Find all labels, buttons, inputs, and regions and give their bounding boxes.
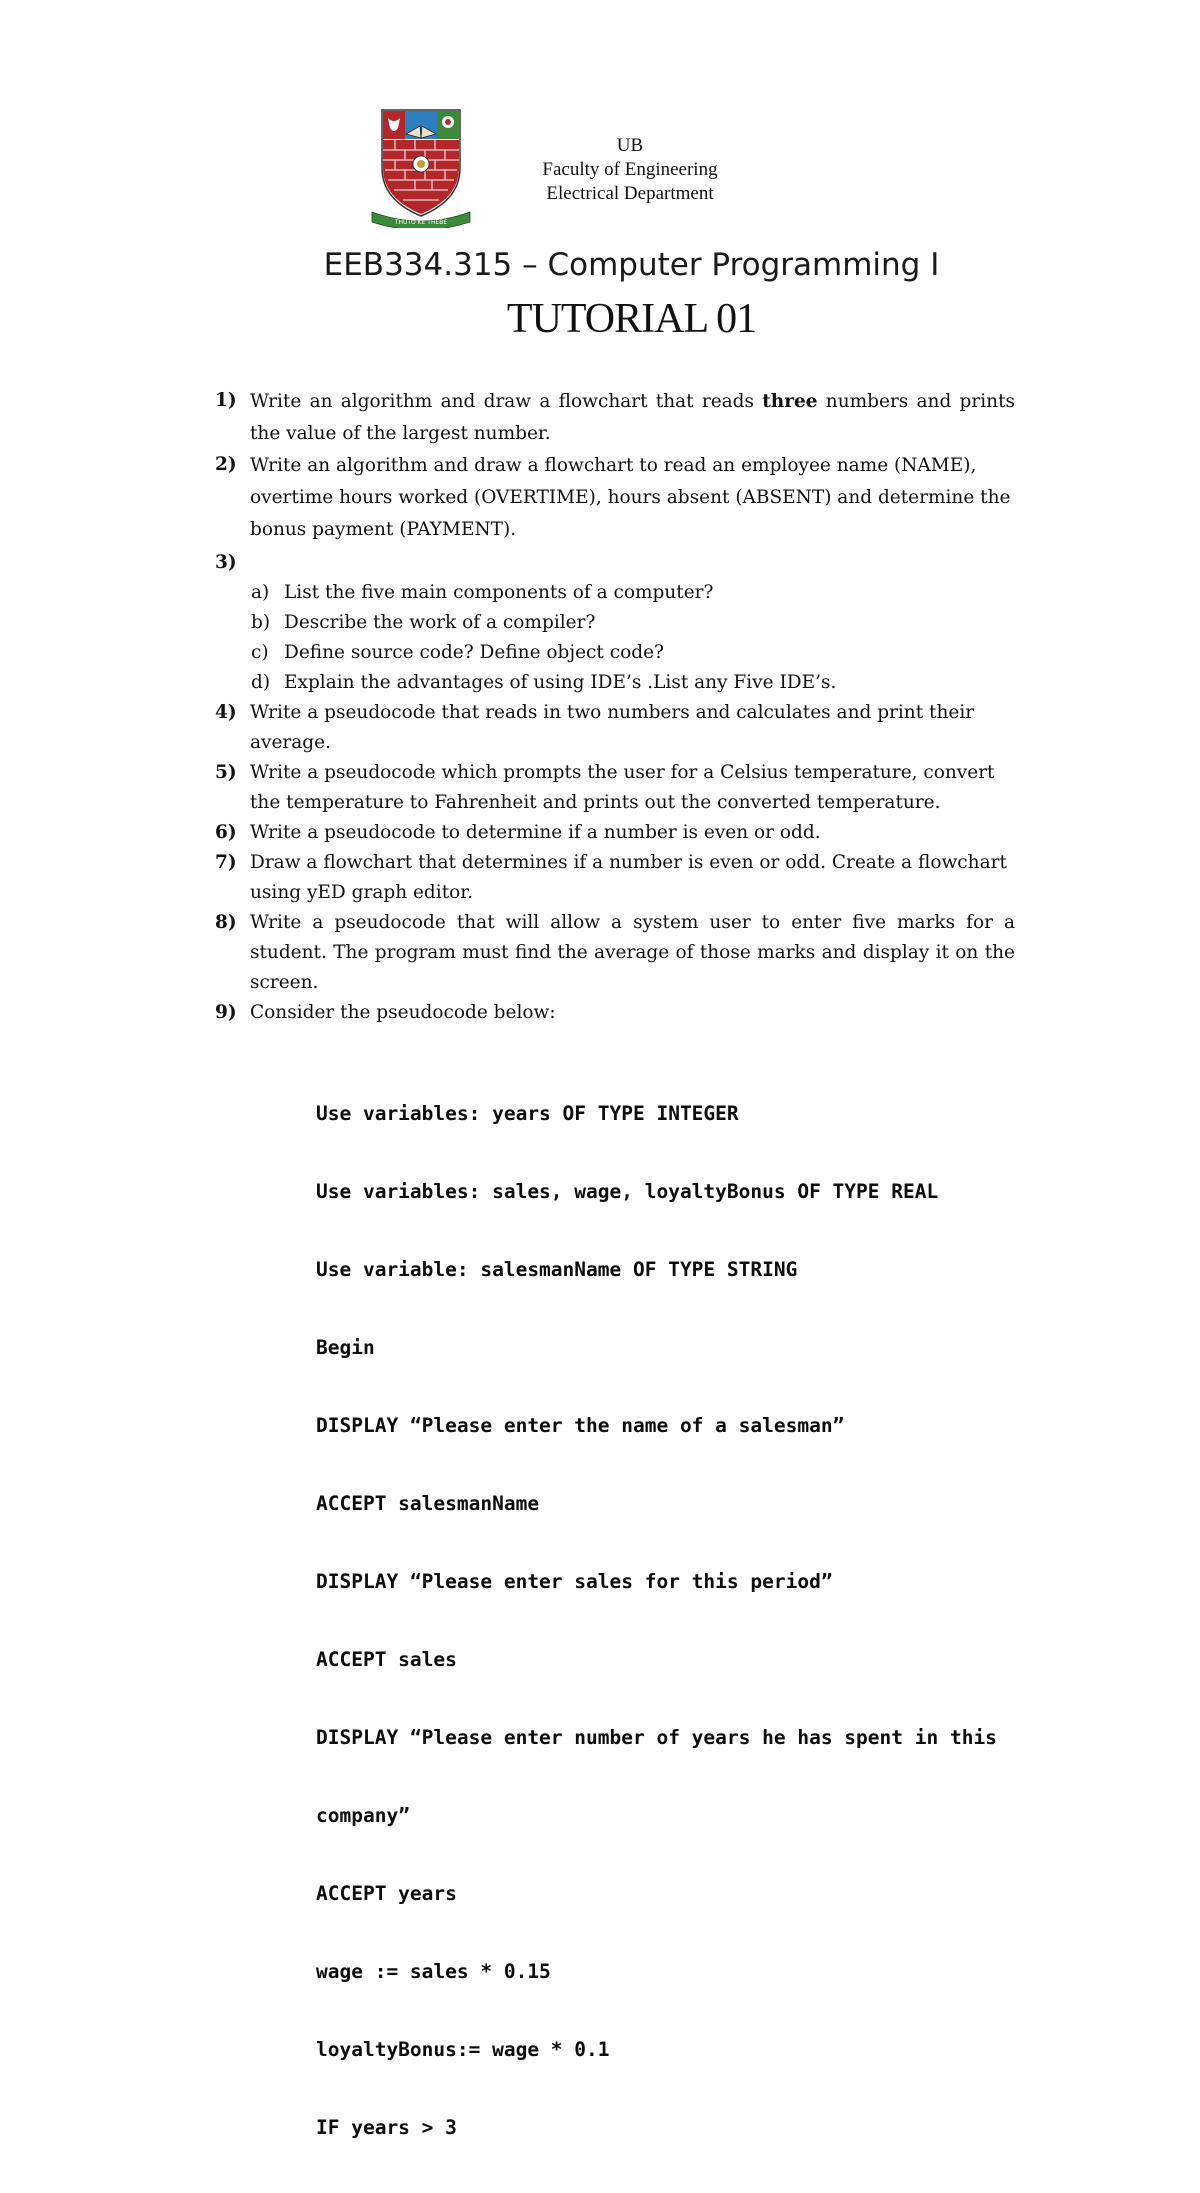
question-9 [215, 998, 1015, 1028]
code-line: wage := sales * 0.15 [316, 1960, 551, 1983]
question-list [215, 386, 1015, 1028]
code-line: DISPLAY “Please enter the name of a salesman” [316, 1414, 845, 1437]
institution-header [480, 134, 780, 206]
code-line: Use variables: years OF TYPE INTEGER [316, 1102, 739, 1125]
code-line: Begin [316, 1336, 375, 1359]
question-2 [215, 450, 1015, 546]
department-name: Electrical Department [546, 183, 714, 204]
course-title: EEB334.315 – Computer Programming I [323, 247, 940, 283]
question-text-start: Write an algorithm and draw a flowchart that reads [250, 391, 763, 412]
university-crest-logo [370, 104, 472, 228]
university-name: UB [616, 135, 644, 156]
question-8 [215, 908, 1015, 998]
sub-question-label: d) [251, 672, 271, 693]
crest-motto: THUTO KE THEBE [394, 219, 448, 226]
pseudocode-block [316, 1049, 1036, 2193]
question-1 [215, 386, 1015, 450]
question-text: Write a pseudocode that will allow a system user to enter five marks for a student. The program must find the average of those marks and display it on the screen. [250, 912, 1015, 993]
question-3 [215, 548, 1015, 578]
tutorial-title: TUTORIAL 01 [506, 296, 757, 342]
question-number: 9) [215, 1002, 237, 1023]
sub-question-label: c) [251, 642, 269, 663]
question-5 [215, 758, 1015, 818]
question-number: 5) [215, 762, 237, 783]
question-3d [215, 668, 1015, 698]
question-text [250, 386, 1015, 450]
question-6 [215, 818, 1015, 848]
question-number: 7) [215, 852, 237, 873]
code-line: DISPLAY “Please enter sales for this period” [316, 1570, 833, 1593]
question-number: 1) [215, 390, 237, 411]
question-text: Draw a flowchart that determines if a number is even or odd. Create a flowchart using yED graph editor. [250, 852, 1007, 903]
question-4 [215, 698, 1015, 758]
question-text: Write a pseudocode to determine if a number is even or odd. [250, 822, 821, 843]
code-line: ACCEPT sales [316, 1648, 457, 1671]
question-3a [215, 578, 1015, 608]
question-number: 8) [215, 912, 237, 933]
question-3c [215, 638, 1015, 668]
question-7 [215, 848, 1015, 908]
sub-question-text: List the five main components of a computer? [284, 582, 714, 603]
question-text: Consider the pseudocode below: [250, 1002, 556, 1023]
sub-question-label: b) [251, 612, 271, 633]
question-3b [215, 608, 1015, 638]
code-line: IF years > 3 [316, 2116, 457, 2139]
sub-question-text: Explain the advantages of using IDE’s .List any Five IDE’s. [284, 672, 837, 693]
code-line: company” [316, 1804, 410, 1827]
question-number: 4) [215, 702, 237, 723]
question-text: Write an algorithm and draw a flowchart to read an employee name (NAME), overtime hours worked (OVERTIME), hours absent (ABSENT) and determine the bonus payment (PAYMENT). [250, 455, 1011, 540]
code-line: Use variables: sales, wage, loyaltyBonus OF TYPE REAL [316, 1180, 939, 1203]
question-text-end: numbers and prints the value of the largest number. [250, 391, 1015, 444]
question-text: Write a pseudocode which prompts the user for a Celsius temperature, convert the temperature to Fahrenheit and prints out the converted temperature. [250, 762, 995, 813]
question-number: 3) [215, 552, 237, 573]
question-number: 2) [215, 454, 237, 475]
code-line: DISPLAY “Please enter number of years he has spent in this [316, 1726, 997, 1749]
question-emphasis: three [762, 391, 818, 412]
code-line: ACCEPT salesmanName [316, 1492, 540, 1515]
faculty-name: Faculty of Engineering [542, 159, 718, 180]
sub-question-text: Describe the work of a compiler? [284, 612, 596, 633]
sub-question-label: a) [251, 582, 270, 603]
sub-question-text: Define source code? Define object code? [284, 642, 664, 663]
question-number: 6) [215, 822, 237, 843]
code-line: Use variable: salesmanName OF TYPE STRING [316, 1258, 798, 1281]
question-text: Write a pseudocode that reads in two numbers and calculates and print their average. [250, 702, 975, 753]
code-line: ACCEPT years [316, 1882, 457, 1905]
code-line: loyaltyBonus:= wage * 0.1 [316, 2038, 610, 2061]
